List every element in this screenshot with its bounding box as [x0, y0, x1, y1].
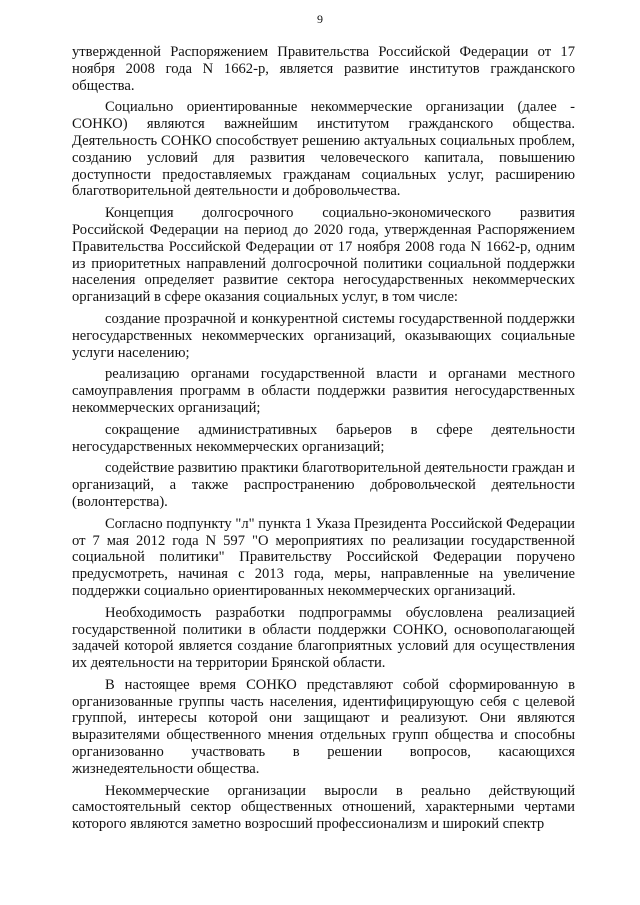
page-number: 9: [317, 12, 323, 26]
list-item: создание прозрачной и конкурентной системы государственной поддержки негосударственных некоммерческих организаций, оказывающих социальные услуги населению;: [72, 310, 575, 361]
paragraph: Некоммерческие организации выросли в реально действующий самостоятельный сектор общественных отношений, характерными чертами которого являются заметно возросший профессионализм и широкий спектр: [72, 782, 575, 833]
paragraph: В настоящее время СОНКО представляют собой сформированную в организованные группы часть населения, идентифицирующую себя с целевой группой, интересы которой они защищают и реализуют. Они являются выразителями общественного мнения отдельных групп общества и способны организованно участвовать в решении вопросов, касающихся жизнедеятельности общества.: [72, 676, 575, 777]
list-item: сокращение административных барьеров в сфере деятельности негосударственных некоммерческих организаций;: [72, 421, 575, 455]
list-item: реализацию органами государственной власти и органами местного самоуправления программ в области поддержки развития негосударственных некоммерческих организаций;: [72, 366, 575, 416]
paragraph: утвержденной Распоряжением Правительства Российской Федерации от 17 ноября 2008 года N 1662-р, является развитие институтов гражданского общества.: [72, 44, 575, 94]
list-item: содействие развитию практики благотворительной деятельности граждан и организаций, а также распространению добровольческой деятельности (волонтерства).: [72, 460, 575, 510]
paragraph: Необходимость разработки подпрограммы обусловлена реализацией государственной политики в области поддержки СОНКО, основополагающей задачей которой является создание благоприятных условий для осуществления их деятельности на территории Брянской области.: [72, 604, 575, 672]
paragraph: Согласно подпункту "л" пункта 1 Указа Президента Российской Федерации от 7 мая 2012 года N 597 "О мероприятиях по реализации государственной социальной политики" Правительству Российской Федерации поручено предусмотреть, начиная с 2013 года, меры, направленные на увеличение поддержки социально ориентированных некоммерческих организаций.: [72, 515, 575, 599]
paragraph: Концепция долгосрочного социально-экономического развития Российской Федерации на период до 2020 года, утвержденная Распоряжением Правительства Российской Федерации от 17 ноября 2008 года N 1662-р, одним из приоритетных направлений долгосрочной политики социальной поддержки населения определяет развитие сектора негосударственных некоммерческих организаций в сфере оказания социальных услуг, в том числе:: [72, 205, 575, 306]
body-text: [72, 44, 575, 838]
paragraph: Социально ориентированные некоммерческие организации (далее - СОНКО) являются важнейшим институтом гражданского общества. Деятельность СОНКО способствует решению актуальных социальных проблем, созданию условий для развития человеческого капитала, повышению доступности предоставляемых гражданам социальных услуг, расширению благотворительной деятельности и добровольчества.: [72, 99, 575, 200]
